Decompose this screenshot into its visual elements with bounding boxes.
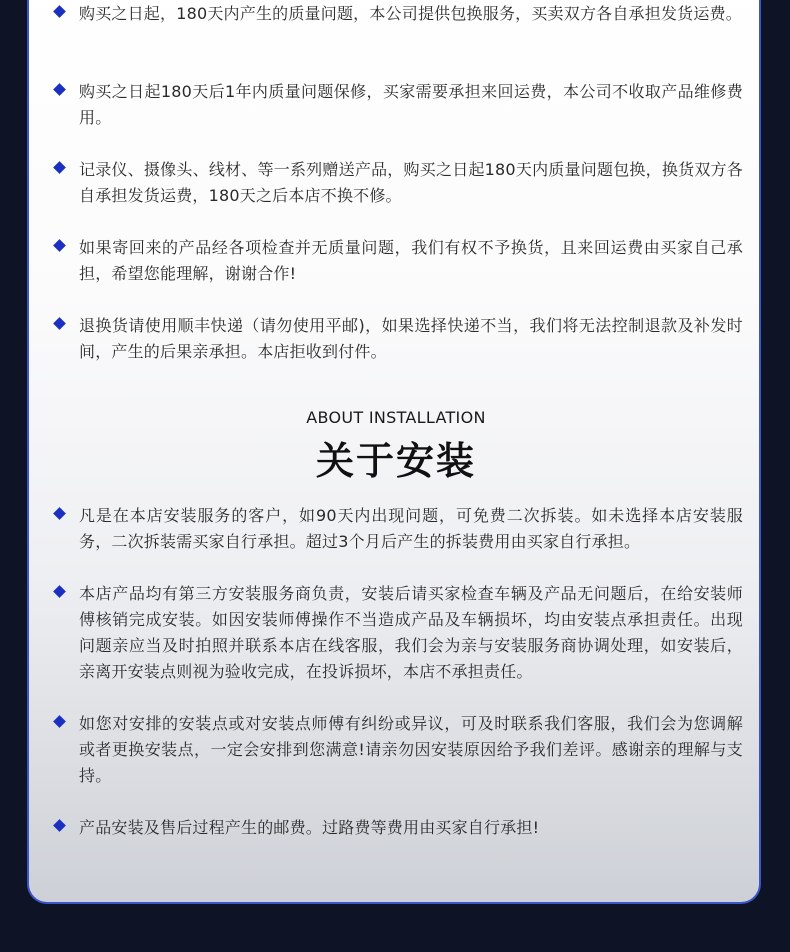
warranty-item: [29, 79, 763, 131]
diamond-bullet-icon: [53, 715, 66, 728]
installation-item: [29, 815, 763, 841]
installation-item: [29, 581, 763, 685]
warranty-item: [29, 157, 763, 209]
installation-item-text: 如您对安排的安装点或对安装点师傅有纠纷或异议，可及时联系我们客服，我们会为您调解或者更换安装点，一定会安排到您满意!请亲勿因安装原因给予我们差评。感谢亲的理解与支持。: [79, 714, 743, 785]
installation-item-text: 本店产品均有第三方安装服务商负责，安装后请买家检查车辆及产品无问题后，在给安装师傅核销完成安装。如因安装师傅操作不当造成产品及车辆损坏，均由安装点承担责任。出现问题亲应当及时拍照并联系本店在线客服，我们会为亲与安装服务商协调处理，如安装后，亲离开安装点则视为验收完成，在投诉损坏，本店不承担责任。: [79, 584, 743, 681]
warranty-item-text: 如果寄回来的产品经各项检查并无质量问题，我们有权不予换货，且来回运费由买家自己承担，希望您能理解，谢谢合作!: [79, 238, 743, 283]
content-card: [27, 0, 761, 904]
installation-item: [29, 711, 763, 789]
diamond-bullet-icon: [53, 585, 66, 598]
installation-item-text: 产品安装及售后过程产生的邮费。过路费等费用由买家自行承担!: [79, 818, 540, 837]
warranty-item: [29, 1, 763, 27]
warranty-item: [29, 313, 763, 365]
section-title-en: ABOUT INSTALLATION: [306, 408, 486, 427]
warranty-item-text: 记录仪、摄像头、线材、等一系列赠送产品，购买之日起180天内质量问题包换，换货双方各自承担发货运费，180天之后本店不换不修。: [79, 160, 743, 205]
diamond-bullet-icon: [53, 239, 66, 252]
diamond-bullet-icon: [53, 5, 66, 18]
warranty-item-text: 购买之日起180天后1年内质量问题保修，买家需要承担来回运费，本公司不收取产品维修费用。: [79, 82, 743, 127]
installation-item-text: 凡是在本店安装服务的客户，如90天内出现问题，可免费二次拆装。如未选择本店安装服务，二次拆装需买家自行承担。超过3个月后产生的拆装费用由买家自行承担。: [79, 506, 743, 551]
diamond-bullet-icon: [53, 317, 66, 330]
warranty-item-text: 购买之日起，180天内产生的质量问题，本公司提供包换服务，买卖双方各自承担发货运费。: [79, 4, 742, 23]
section-title-cn: 关于安装: [315, 439, 476, 483]
diamond-bullet-icon: [53, 507, 66, 520]
diamond-bullet-icon: [53, 83, 66, 96]
diamond-bullet-icon: [53, 161, 66, 174]
installation-item: [29, 503, 763, 555]
warranty-item: [29, 235, 763, 287]
diamond-bullet-icon: [53, 819, 66, 832]
warranty-item-text: 退换货请使用顺丰快递（请勿使用平邮)，如果选择快递不当，我们将无法控制退款及补发时间，产生的后果亲承担。本店拒收到付件。: [79, 316, 743, 361]
